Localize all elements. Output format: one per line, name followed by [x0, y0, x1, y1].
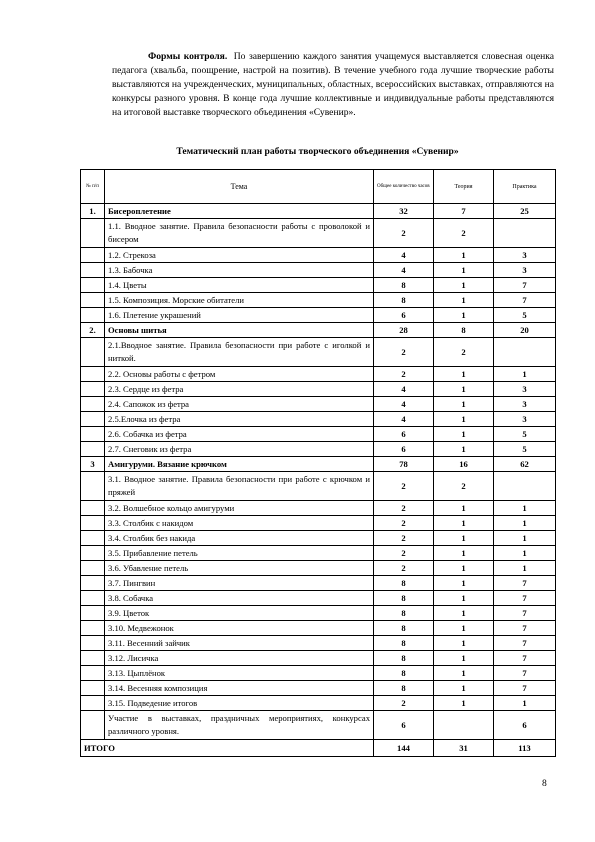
row-total-hours: 8 [374, 621, 434, 636]
row-total-hours: 8 [374, 606, 434, 621]
row-theory-hours: 2 [434, 219, 494, 248]
row-theory-hours: 1 [434, 278, 494, 293]
row-theory-hours: 1 [434, 367, 494, 382]
row-theory-hours: 7 [434, 204, 494, 219]
section-row [81, 323, 556, 338]
total-label: ИТОГО [81, 740, 374, 757]
row-practice-hours: 3 [494, 382, 556, 397]
row-total-hours: 6 [374, 427, 434, 442]
row-total-hours: 8 [374, 636, 434, 651]
row-topic: 1.3. Бабочка [105, 263, 374, 278]
row-theory-hours: 1 [434, 531, 494, 546]
row-practice-hours: 7 [494, 651, 556, 666]
table-row [81, 606, 556, 621]
row-theory-hours: 1 [434, 427, 494, 442]
row-practice-hours: 7 [494, 621, 556, 636]
row-practice-hours: 5 [494, 442, 556, 457]
table-row [81, 711, 556, 740]
row-topic: 3.11. Весенний зайчик [105, 636, 374, 651]
row-topic: 2.2. Основы работы с фетром [105, 367, 374, 382]
row-topic: 3.1. Вводное занятие. Правила безопасности при работе с крючком и пряжей [105, 472, 374, 501]
row-number [81, 427, 105, 442]
table-row [81, 248, 556, 263]
table-header-row [81, 170, 556, 204]
row-theory-hours: 1 [434, 651, 494, 666]
row-total-hours: 2 [374, 367, 434, 382]
header-num: № п/п [81, 170, 105, 204]
table-row [81, 382, 556, 397]
row-topic: 3.10. Медвежонок [105, 621, 374, 636]
row-practice-hours: 3 [494, 412, 556, 427]
row-topic: Основы шитья [105, 323, 374, 338]
row-number [81, 531, 105, 546]
row-total-hours: 2 [374, 561, 434, 576]
row-total-hours: 2 [374, 531, 434, 546]
row-topic: 2.3. Сердце из фетра [105, 382, 374, 397]
row-theory-hours: 1 [434, 561, 494, 576]
table-row [81, 427, 556, 442]
paragraph-body: По завершению каждого занятия учащемуся выставляется словесная оценка педагога (хвальба, поощрение, настрой на позитив). В течение учебного года лучшие творческие работы выставляются на учрежденческих, муниципальных, областных, всероссийских выставках, отправляются на конкурсы разного уровня. В конце года лучшие коллективные и индивидуальные работы представляются на итоговой выставке творческого объединения «Сувенир». [112, 51, 555, 119]
row-topic: Участие в выставках, праздничных мероприятиях, конкурсах различного уровня. [105, 711, 374, 740]
row-total-hours: 4 [374, 412, 434, 427]
table-row [81, 591, 556, 606]
row-number [81, 681, 105, 696]
row-topic: 3.2. Волшебное кольцо амигуруми [105, 501, 374, 516]
total-row [81, 740, 556, 757]
row-theory-hours: 1 [434, 293, 494, 308]
row-practice-hours: 20 [494, 323, 556, 338]
row-theory-hours: 1 [434, 308, 494, 323]
table-row [81, 516, 556, 531]
row-topic: 1.6. Плетение украшений [105, 308, 374, 323]
row-total-hours: 8 [374, 591, 434, 606]
table-row [81, 412, 556, 427]
table-row [81, 367, 556, 382]
row-total-hours: 8 [374, 293, 434, 308]
table-row [81, 293, 556, 308]
row-number: 1. [81, 204, 105, 219]
row-total-hours: 8 [374, 651, 434, 666]
row-practice-hours: 7 [494, 293, 556, 308]
row-number [81, 308, 105, 323]
row-number [81, 472, 105, 501]
row-topic: 3.14. Весенняя композиция [105, 681, 374, 696]
row-theory-hours: 1 [434, 636, 494, 651]
row-practice-hours: 7 [494, 636, 556, 651]
row-total-hours: 2 [374, 696, 434, 711]
row-number [81, 711, 105, 740]
header-topic: Тема [105, 170, 374, 204]
row-theory-hours: 16 [434, 457, 494, 472]
row-theory-hours: 1 [434, 546, 494, 561]
row-practice-hours: 7 [494, 278, 556, 293]
row-total-hours: 28 [374, 323, 434, 338]
row-practice-hours [494, 219, 556, 248]
row-number [81, 412, 105, 427]
row-practice-hours: 3 [494, 397, 556, 412]
row-number [81, 666, 105, 681]
total-practice: 113 [494, 740, 556, 757]
row-number [81, 442, 105, 457]
row-number [81, 576, 105, 591]
table-row [81, 636, 556, 651]
row-topic: 3.15. Подведение итогов [105, 696, 374, 711]
table-row [81, 681, 556, 696]
row-total-hours: 2 [374, 501, 434, 516]
row-practice-hours: 7 [494, 666, 556, 681]
row-practice-hours: 25 [494, 204, 556, 219]
row-topic: 3.6. Убавление петель [105, 561, 374, 576]
section-row [81, 204, 556, 219]
row-topic: 1.1. Вводное занятие. Правила безопасности работы с проволокой и бисером [105, 219, 374, 248]
row-theory-hours: 1 [434, 666, 494, 681]
row-practice-hours [494, 472, 556, 501]
control-forms-paragraph [112, 50, 554, 120]
table-row [81, 696, 556, 711]
row-practice-hours: 1 [494, 367, 556, 382]
row-topic: 3.4. Столбик без накида [105, 531, 374, 546]
row-practice-hours: 6 [494, 711, 556, 740]
row-total-hours: 2 [374, 472, 434, 501]
row-number [81, 338, 105, 367]
table-row [81, 442, 556, 457]
header-theory: Теория [434, 170, 494, 204]
table-row [81, 546, 556, 561]
row-practice-hours: 1 [494, 696, 556, 711]
row-total-hours: 2 [374, 219, 434, 248]
table-row [81, 621, 556, 636]
row-practice-hours [494, 338, 556, 367]
table-row [81, 501, 556, 516]
row-topic: 3.8. Собачка [105, 591, 374, 606]
row-number [81, 591, 105, 606]
row-theory-hours: 1 [434, 621, 494, 636]
row-theory-hours: 2 [434, 472, 494, 501]
row-number [81, 397, 105, 412]
row-practice-hours: 7 [494, 681, 556, 696]
table-row [81, 666, 556, 681]
table-row [81, 278, 556, 293]
row-total-hours: 2 [374, 338, 434, 367]
row-number: 2. [81, 323, 105, 338]
page-number: 8 [542, 778, 547, 789]
row-topic: 2.4. Сапожок из фетра [105, 397, 374, 412]
row-number: 3 [81, 457, 105, 472]
row-total-hours: 8 [374, 666, 434, 681]
total-theory: 31 [434, 740, 494, 757]
row-practice-hours: 1 [494, 531, 556, 546]
row-number [81, 696, 105, 711]
row-number [81, 278, 105, 293]
row-topic: 3.12. Лисичка [105, 651, 374, 666]
row-number [81, 621, 105, 636]
row-number [81, 651, 105, 666]
row-theory-hours: 8 [434, 323, 494, 338]
table-row [81, 531, 556, 546]
row-topic: 2.5.Елочка из фетра [105, 412, 374, 427]
table-row [81, 397, 556, 412]
table-row [81, 263, 556, 278]
table-row [81, 338, 556, 367]
row-theory-hours: 1 [434, 591, 494, 606]
row-topic: 1.4. Цветы [105, 278, 374, 293]
row-practice-hours: 1 [494, 561, 556, 576]
row-topic: Бисероплетение [105, 204, 374, 219]
header-total-hours: Общее количество часов [374, 170, 434, 204]
row-practice-hours: 5 [494, 308, 556, 323]
row-theory-hours: 1 [434, 263, 494, 278]
row-number [81, 293, 105, 308]
row-practice-hours: 7 [494, 606, 556, 621]
row-topic: 1.5. Композиция. Морские обитатели [105, 293, 374, 308]
table-body [81, 204, 556, 740]
table-row [81, 576, 556, 591]
row-theory-hours: 1 [434, 576, 494, 591]
row-number [81, 561, 105, 576]
row-number [81, 248, 105, 263]
row-total-hours: 6 [374, 711, 434, 740]
section-row [81, 457, 556, 472]
table-row [81, 472, 556, 501]
row-number [81, 606, 105, 621]
row-topic: 2.6. Собачка из фетра [105, 427, 374, 442]
row-total-hours: 8 [374, 576, 434, 591]
row-theory-hours: 1 [434, 382, 494, 397]
row-theory-hours: 1 [434, 501, 494, 516]
table-title: Тематический план работы творческого объединения «Сувенир» [176, 146, 459, 157]
row-total-hours: 2 [374, 546, 434, 561]
table-row [81, 561, 556, 576]
row-practice-hours: 3 [494, 248, 556, 263]
table-row [81, 651, 556, 666]
row-total-hours: 4 [374, 263, 434, 278]
row-total-hours: 4 [374, 397, 434, 412]
row-number [81, 219, 105, 248]
row-total-hours: 32 [374, 204, 434, 219]
row-practice-hours: 1 [494, 546, 556, 561]
total-hours: 144 [374, 740, 434, 757]
row-practice-hours: 1 [494, 501, 556, 516]
row-topic: 3.7. Пингвин [105, 576, 374, 591]
table-row [81, 219, 556, 248]
row-theory-hours [434, 711, 494, 740]
row-topic: Амигуруми. Вязание крючком [105, 457, 374, 472]
row-practice-hours: 3 [494, 263, 556, 278]
row-topic: 2.7. Снеговик из фетра [105, 442, 374, 457]
row-total-hours: 4 [374, 382, 434, 397]
row-practice-hours: 5 [494, 427, 556, 442]
row-theory-hours: 1 [434, 442, 494, 457]
row-theory-hours: 1 [434, 516, 494, 531]
row-topic: 3.13. Цыплёнок [105, 666, 374, 681]
row-total-hours: 8 [374, 278, 434, 293]
row-number [81, 367, 105, 382]
paragraph-lead: Формы контроля. [148, 51, 228, 62]
row-total-hours: 78 [374, 457, 434, 472]
row-total-hours: 8 [374, 681, 434, 696]
row-theory-hours: 1 [434, 397, 494, 412]
table-row [81, 308, 556, 323]
row-number [81, 382, 105, 397]
row-number [81, 636, 105, 651]
row-practice-hours: 7 [494, 591, 556, 606]
row-topic: 3.9. Цветок [105, 606, 374, 621]
row-theory-hours: 1 [434, 248, 494, 263]
row-number [81, 501, 105, 516]
row-total-hours: 6 [374, 442, 434, 457]
row-total-hours: 4 [374, 248, 434, 263]
row-topic: 2.1.Вводное занятие. Правила безопасности при работе с иголкой и ниткой. [105, 338, 374, 367]
row-practice-hours: 62 [494, 457, 556, 472]
thematic-plan-table [80, 169, 556, 757]
row-number [81, 263, 105, 278]
row-topic: 3.3. Столбик с накидом [105, 516, 374, 531]
row-number [81, 546, 105, 561]
row-topic: 1.2. Стрекоза [105, 248, 374, 263]
row-theory-hours: 1 [434, 696, 494, 711]
row-total-hours: 6 [374, 308, 434, 323]
header-practice: Практика [494, 170, 556, 204]
row-theory-hours: 2 [434, 338, 494, 367]
row-theory-hours: 1 [434, 606, 494, 621]
row-topic: 3.5. Прибавление петель [105, 546, 374, 561]
row-number [81, 516, 105, 531]
row-total-hours: 2 [374, 516, 434, 531]
row-theory-hours: 1 [434, 412, 494, 427]
row-theory-hours: 1 [434, 681, 494, 696]
row-practice-hours: 7 [494, 576, 556, 591]
row-practice-hours: 1 [494, 516, 556, 531]
